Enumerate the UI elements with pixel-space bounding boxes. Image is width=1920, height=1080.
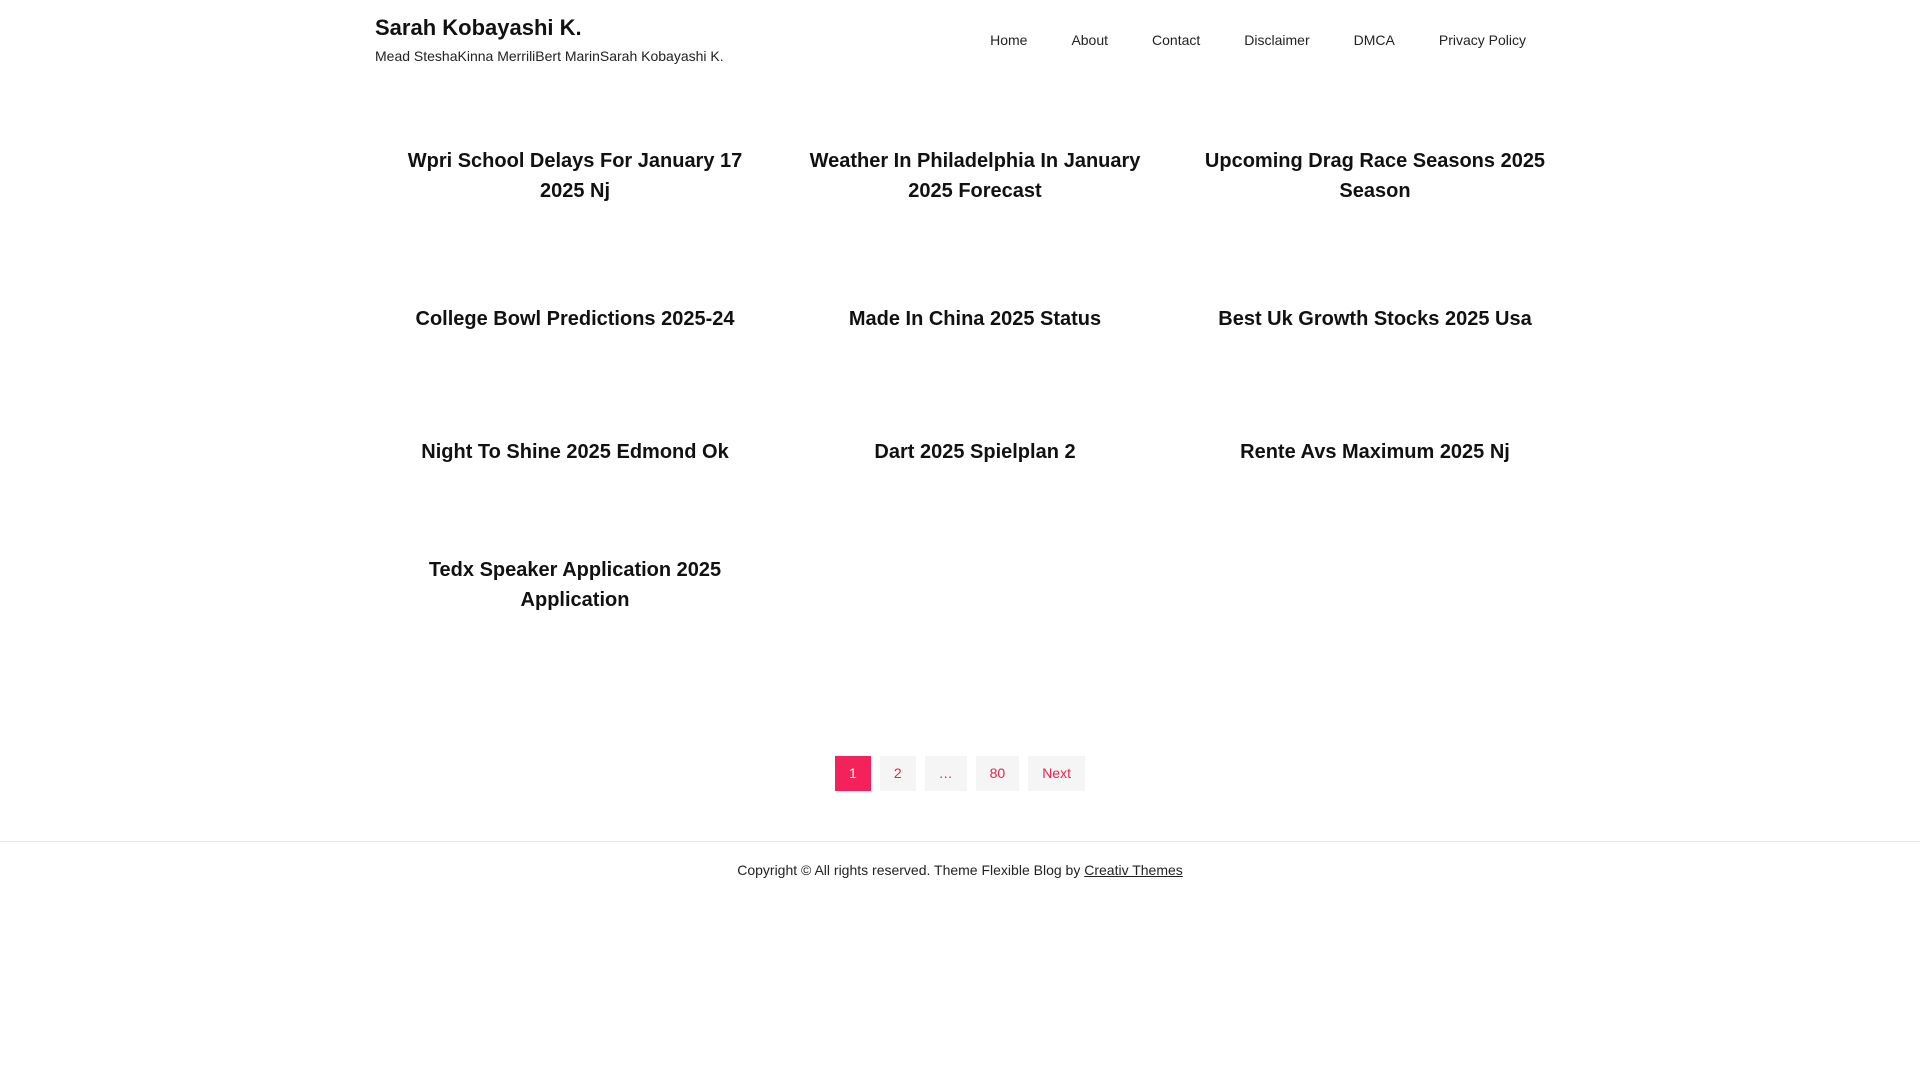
page-2-button[interactable]: 2 bbox=[880, 756, 916, 791]
post-card bbox=[775, 385, 1175, 518]
post-card bbox=[1175, 100, 1575, 252]
post-title[interactable]: Upcoming Drag Race Seasons 2025 Season bbox=[1204, 150, 1546, 202]
post-card bbox=[1175, 252, 1575, 385]
site-footer bbox=[0, 841, 1920, 878]
site-branding bbox=[375, 15, 724, 66]
post-card bbox=[375, 385, 775, 518]
post-card bbox=[375, 518, 775, 651]
post-title[interactable]: Best Uk Growth Stocks 2025 Usa bbox=[1218, 307, 1532, 330]
nav-item-privacy-policy[interactable]: Privacy Policy bbox=[1438, 32, 1526, 48]
nav-item-contact[interactable]: Contact bbox=[1152, 32, 1201, 48]
post-title[interactable]: Made In China 2025 Status bbox=[848, 307, 1102, 330]
post-title[interactable]: Weather In Philadelphia In January 2025 Forecast bbox=[809, 150, 1141, 202]
next-page-button[interactable]: Next bbox=[1028, 756, 1085, 791]
nav-item-home[interactable]: Home bbox=[990, 32, 1028, 48]
post-card bbox=[1175, 385, 1575, 518]
post-card bbox=[775, 100, 1175, 252]
nav-item-dmca[interactable]: DMCA bbox=[1353, 32, 1395, 48]
posts-row bbox=[375, 252, 1575, 385]
posts-grid bbox=[375, 100, 1575, 651]
post-title[interactable]: Tedx Speaker Application 2025 Application bbox=[428, 558, 722, 611]
post-title[interactable]: Dart 2025 Spielplan 2 bbox=[874, 440, 1076, 463]
page-80-button[interactable]: 80 bbox=[976, 756, 1020, 791]
post-card bbox=[775, 252, 1175, 385]
post-title[interactable]: Wpri School Delays For January 17 2025 Nj bbox=[407, 150, 743, 202]
site-header bbox=[0, 0, 1920, 80]
main-navigation bbox=[990, 26, 1526, 54]
nav-item-about[interactable]: About bbox=[1071, 32, 1109, 48]
posts-row bbox=[375, 518, 1575, 651]
post-title[interactable]: Rente Avs Maximum 2025 Nj bbox=[1240, 440, 1510, 463]
page-1-button[interactable]: 1 bbox=[835, 756, 871, 791]
post-title[interactable]: College Bowl Predictions 2025-24 bbox=[415, 307, 735, 330]
copyright-text: Copyright © All rights reserved. Theme Flexible Blog by bbox=[737, 862, 1085, 878]
nav-item-disclaimer[interactable]: Disclaimer bbox=[1244, 32, 1310, 48]
site-title[interactable]: Sarah Kobayashi K. bbox=[375, 15, 582, 40]
pagination bbox=[0, 756, 1920, 791]
posts-row bbox=[375, 100, 1575, 252]
post-title[interactable]: Night To Shine 2025 Edmond Ok bbox=[421, 440, 729, 463]
posts-row bbox=[375, 385, 1575, 518]
site-tagline: Mead SteshaKinna MerriliBert MarinSarah Kobayashi K. bbox=[375, 48, 724, 64]
post-card bbox=[375, 252, 775, 385]
post-card bbox=[375, 100, 775, 252]
page-ellipsis: … bbox=[925, 756, 967, 791]
theme-author-link[interactable]: Creativ Themes bbox=[1084, 862, 1183, 878]
